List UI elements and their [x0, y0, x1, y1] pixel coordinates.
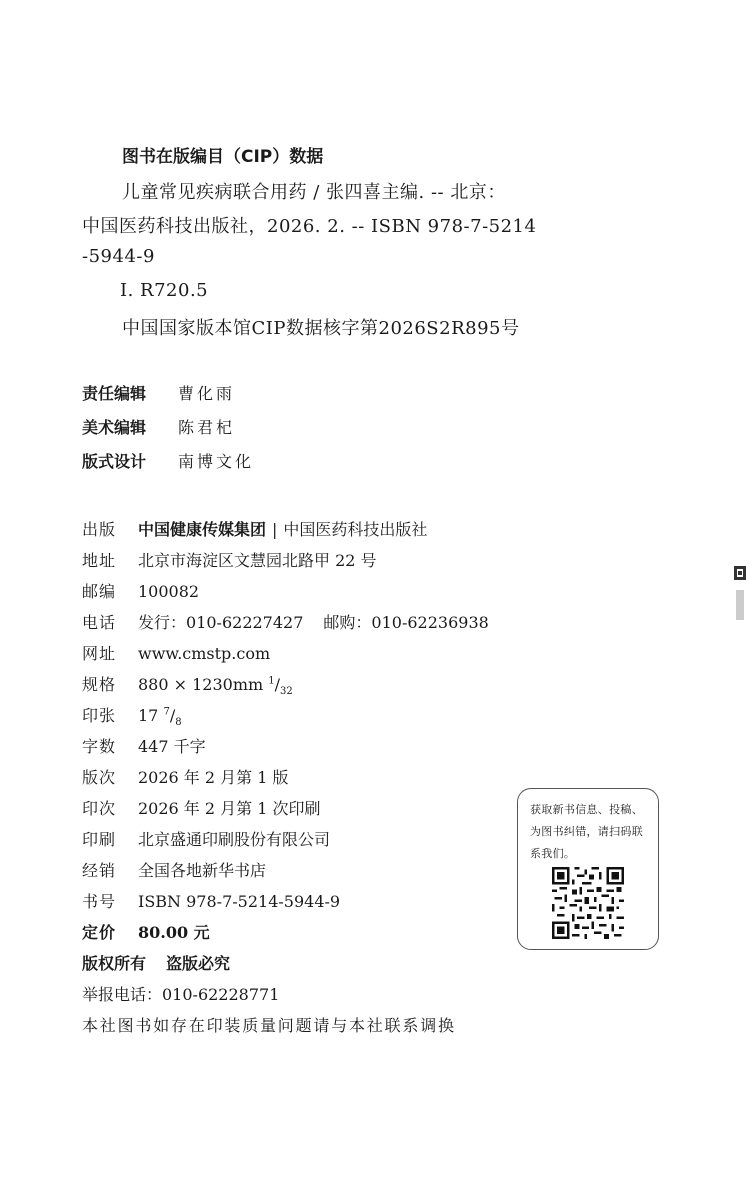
fraction-denominator: 32 — [280, 686, 293, 698]
pub-value: 80.00 元 — [138, 923, 210, 942]
pub-value: 全国各地新华书店 — [138, 861, 267, 880]
fraction-numerator: 1 — [268, 675, 275, 687]
qr-code-icon[interactable] — [552, 867, 624, 939]
pub-label: 印张 — [82, 706, 117, 725]
pub-isbn — [82, 889, 340, 912]
pub-phone — [82, 610, 489, 633]
publisher-group: 中国健康传媒集团 — [138, 520, 267, 539]
pub-value: 100082 — [138, 582, 200, 601]
credit-art-editor — [82, 415, 235, 438]
cip-line-4: Ⅰ. R720.5 — [120, 280, 209, 301]
edge-mark-icon — [733, 566, 747, 626]
issue-value: 010-62227427 — [186, 613, 304, 632]
copyright-left: 版权所有 — [82, 954, 147, 973]
cip-heading: 图书在版编目（CIP）数据 — [122, 147, 324, 167]
pub-printing — [82, 796, 321, 819]
pub-value: 北京盛通印刷股份有限公司 — [138, 830, 331, 849]
cip-line-2: 中国医药科技出版社，2026. 2. -- ISBN 978-7-5214 — [82, 216, 537, 237]
fraction-denominator: 8 — [175, 717, 182, 729]
pub-format: 规格 880 × 1230mm $^1/_{32}$ — [82, 672, 293, 697]
pub-label: 定价 — [82, 923, 117, 942]
pub-label: 经销 — [82, 861, 117, 880]
pub-label: 网址 — [82, 644, 117, 663]
credit-label: 美术编辑 — [82, 418, 147, 437]
pub-label: 书号 — [82, 892, 117, 911]
issue-label: 发行： — [138, 613, 187, 632]
pub-edition — [82, 765, 289, 788]
pub-website — [82, 641, 270, 664]
pub-value: 880 × 1230mm — [138, 675, 264, 694]
pub-label: 版次 — [82, 768, 117, 787]
pub-value: 北京市海淀区文慧园北路甲 22 号 — [138, 551, 377, 570]
pub-label: 字数 — [82, 737, 117, 756]
pub-price — [82, 920, 210, 943]
pub-value: ISBN 978-7-5214-5944-9 — [138, 892, 341, 911]
pub-label: 地址 — [82, 551, 117, 570]
pub-label: 规格 — [82, 675, 117, 694]
pub-label: 印刷 — [82, 830, 117, 849]
report-phone: 举报电话：010-62228771 — [82, 985, 280, 1004]
credit-value: 陈君杞 — [178, 418, 236, 437]
credit-value: 南博文化 — [178, 452, 255, 471]
credit-label: 责任编辑 — [82, 384, 147, 403]
credit-editor — [82, 381, 235, 404]
qr-caption: 获取新书信息、投稿、为图书纠错，请扫码联系我们。 — [530, 803, 643, 860]
cip-line-1: 儿童常见疾病联合用药 / 张四喜主编. -- 北京： — [122, 182, 506, 203]
pub-label: 电话 — [82, 613, 117, 632]
pub-word-count — [82, 734, 206, 757]
mail-value: 010-62236938 — [371, 613, 489, 632]
pub-publisher — [82, 517, 427, 540]
pub-value: 2026 年 2 月第 1 次印刷 — [138, 799, 321, 818]
fraction-numerator: 7 — [163, 706, 170, 718]
credit-label: 版式设计 — [82, 452, 147, 471]
pub-label: 印次 — [82, 799, 117, 818]
copyright-right: 盗版必究 — [166, 954, 231, 973]
quality-notice: 本社图书如存在印装质量问题请与本社联系调换 — [82, 1016, 456, 1035]
qr-box — [517, 788, 659, 950]
pub-value: 447 千字 — [138, 737, 206, 756]
cip-line-5: 中国国家版本馆CIP数据核字第2026S2R895号 — [122, 318, 520, 339]
cip-line-3: -5944-9 — [82, 246, 155, 267]
website-link[interactable]: www.cmstp.com — [138, 644, 271, 663]
pub-value: 2026 年 2 月第 1 版 — [138, 768, 289, 787]
pub-printer — [82, 827, 330, 850]
publisher-press: 中国医药科技出版社 — [283, 520, 428, 539]
pub-value: 17 — [138, 706, 159, 725]
divider: | — [272, 520, 278, 539]
copyright-line — [82, 951, 230, 974]
credit-value: 曹化雨 — [178, 384, 236, 403]
mail-label: 邮购： — [323, 613, 372, 632]
pub-postcode — [82, 579, 199, 602]
pub-label: 邮编 — [82, 582, 117, 601]
pub-label: 出版 — [82, 520, 117, 539]
pub-sheets: 印张 17 $^7/_8$ — [82, 703, 182, 728]
pub-address — [82, 548, 377, 571]
credit-layout-design — [82, 449, 254, 472]
pub-distributor — [82, 858, 266, 881]
